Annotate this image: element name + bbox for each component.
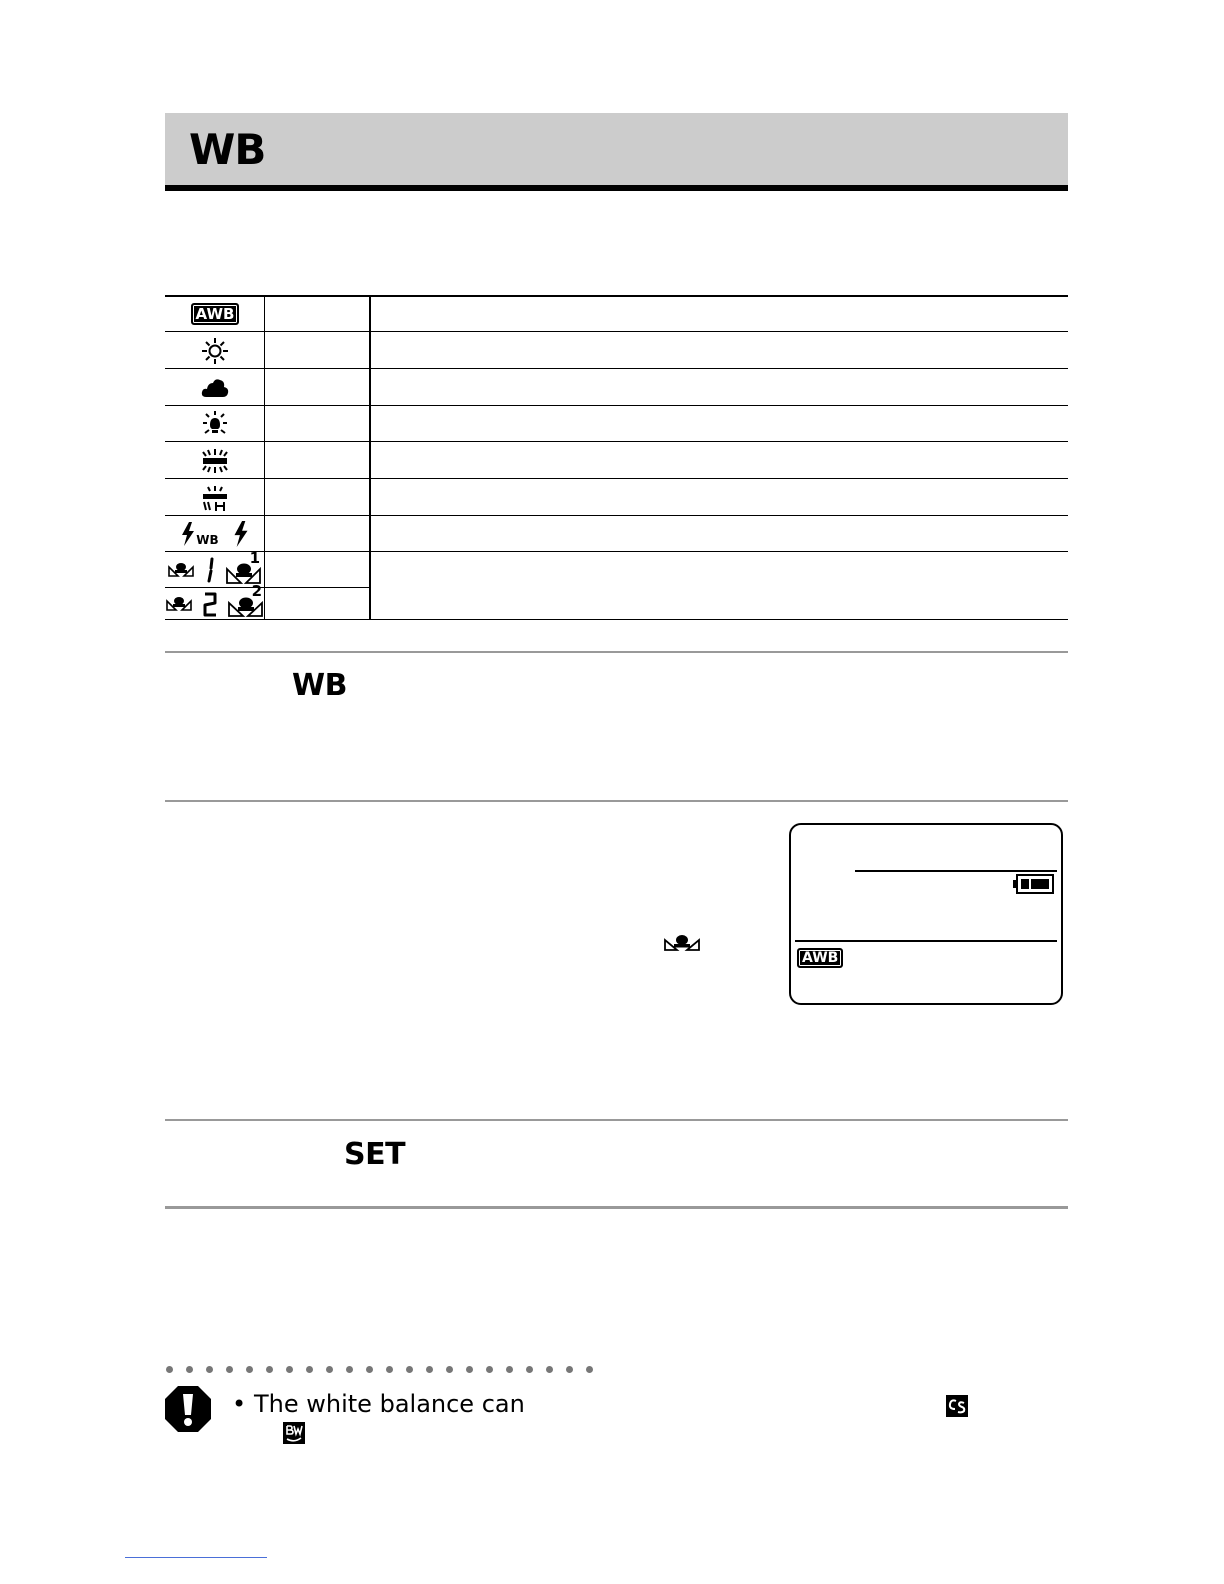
custom-1-digit-icon xyxy=(204,557,216,583)
custom-wb-icon xyxy=(664,934,700,952)
table-rule xyxy=(165,331,1068,332)
section-header xyxy=(165,113,1068,191)
table-rule xyxy=(165,368,1068,369)
step-divider xyxy=(165,800,1068,802)
custom-2-digit-icon xyxy=(202,591,218,617)
step-divider xyxy=(165,1119,1068,1121)
wb-button-label: WB xyxy=(292,668,347,703)
cloudy-icon xyxy=(201,376,229,400)
flash-icon xyxy=(233,521,249,547)
flash-bolt-icon xyxy=(181,522,195,546)
custom-2-icon: 2 xyxy=(228,590,264,618)
table-rule xyxy=(165,478,1068,479)
caution-icon xyxy=(164,1385,212,1433)
camera-lcd-panel xyxy=(789,823,1063,1005)
flash-wb-icon: WB xyxy=(181,522,218,546)
table-row xyxy=(165,333,265,368)
fluorescent-icon xyxy=(200,447,230,475)
note-bullet: • xyxy=(232,1390,247,1418)
section-title: WB xyxy=(189,125,266,174)
lcd-rule xyxy=(795,940,1057,942)
table-rule xyxy=(165,441,1068,442)
fluorescent-h-icon xyxy=(200,484,230,512)
table-row xyxy=(165,297,265,331)
custom-wb-icon xyxy=(168,562,194,578)
table-rule xyxy=(165,551,1068,552)
table-row xyxy=(165,582,265,619)
table-row xyxy=(165,407,265,441)
table-rule xyxy=(165,405,1068,406)
dotted-separator xyxy=(166,1366,593,1373)
step-divider xyxy=(165,651,1068,653)
set-button-label: SET xyxy=(344,1137,406,1172)
table-row xyxy=(165,480,265,515)
table-row xyxy=(165,517,265,551)
daylight-icon xyxy=(201,337,229,365)
step-divider xyxy=(165,1206,1068,1209)
table-rule xyxy=(165,515,1068,516)
lcd-rule xyxy=(855,870,1057,872)
table-rule xyxy=(165,587,370,588)
note-text: The white balance can xyxy=(254,1390,525,1418)
table-column-divider xyxy=(369,296,371,620)
tungsten-icon xyxy=(201,410,229,438)
custom-wb-icon xyxy=(166,596,192,612)
custom-1-icon: 1 xyxy=(226,555,262,585)
lcd-awb-icon: AWB xyxy=(797,948,843,968)
table-rule xyxy=(165,295,1068,297)
table-row xyxy=(165,549,265,587)
awb-icon: AWB xyxy=(191,303,240,325)
table-rule xyxy=(165,619,1068,620)
table-row xyxy=(165,443,265,478)
color-swap-icon xyxy=(946,1395,968,1417)
table-row xyxy=(165,370,265,405)
battery-icon xyxy=(1013,874,1055,894)
black-white-icon xyxy=(283,1422,305,1444)
footer-rule xyxy=(125,1557,267,1558)
